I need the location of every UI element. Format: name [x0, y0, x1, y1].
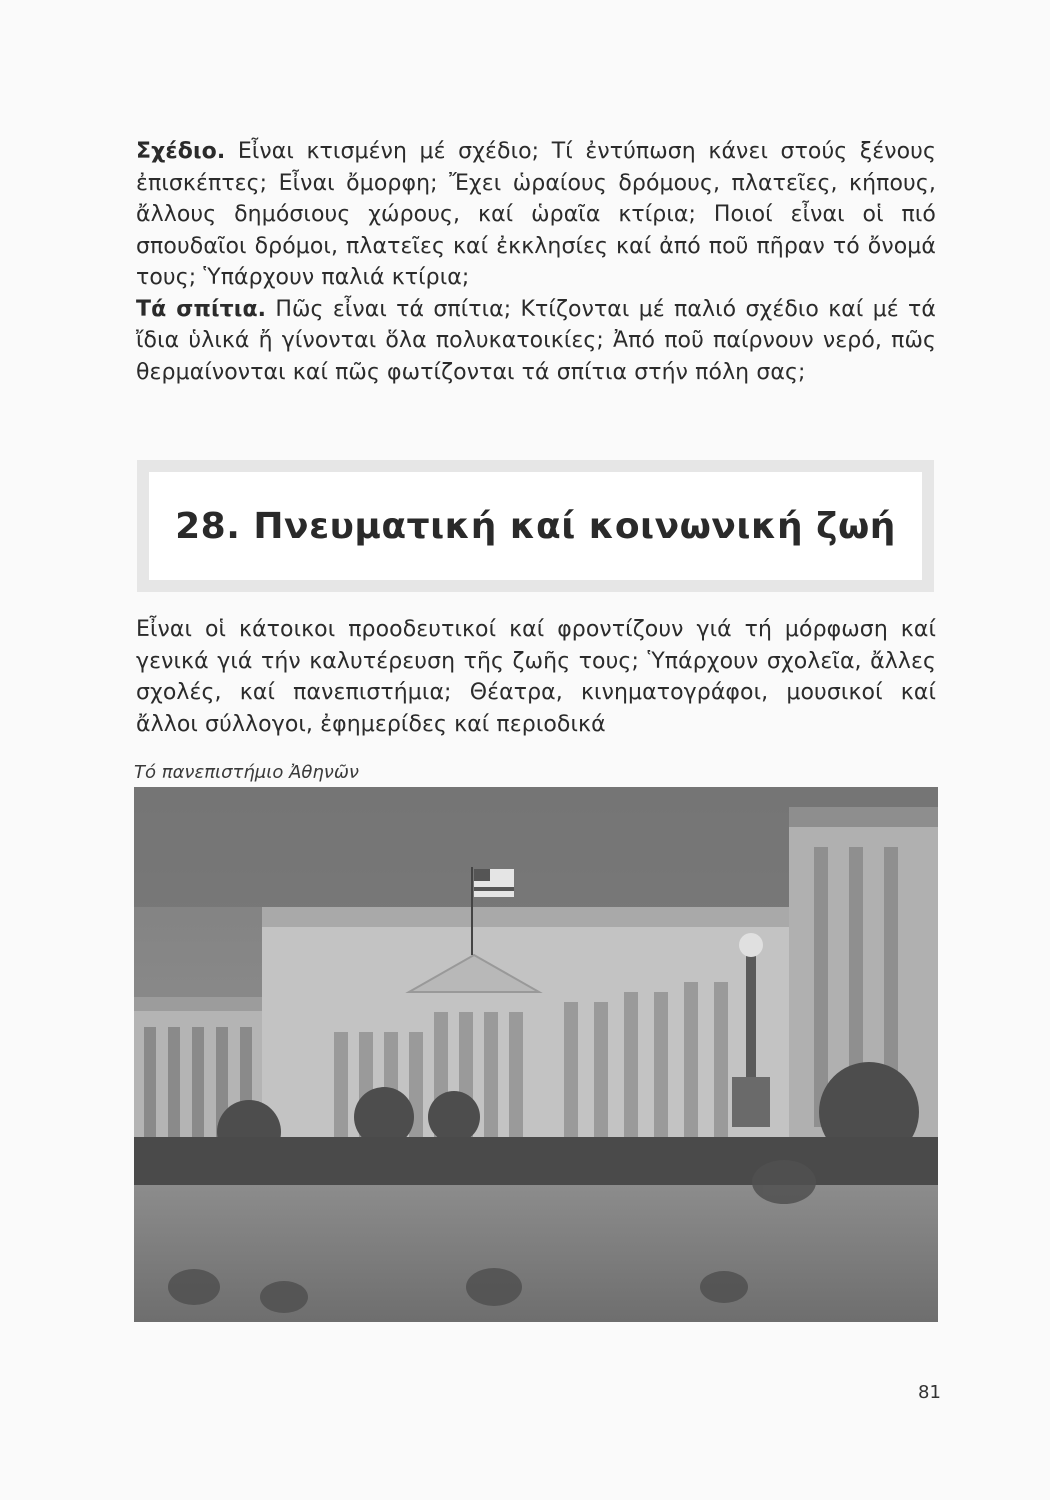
paragraph-lead-spitia: Τά σπίτια. [136, 296, 267, 322]
paragraph-lead-schedio: Σχέδιο. [136, 139, 226, 164]
university-photo-illustration [134, 787, 938, 1322]
paragraph-intellectual-life: Εἶναι οἱ κάτοικοι προοδευτικοί καί φροντίζουν γιά τή μόρφωση καί γενικά γιά τήν καλυτέρευση τῆς ζωῆς τους; Ὑπάρχουν σχολεῖα, ἄλλες σχολές, καί πανεπιστήμια; Θέατρα, κινηματογράφοι, μουσικοί καί ἄλλοι σύλλογοι, ἐφημερίδες καί περιοδικά [136, 617, 936, 737]
figure-caption: Τό πανεπιστήμιο Ἀθηνῶν [134, 762, 359, 783]
paragraph-body-spitia: Πῶς εἶναι τά σπίτια; Κτίζονται μέ παλιό σχέδιο καί μέ τά ἴδια ὑλικά ἤ γίνονται ὅλα πολυκατοικίες; Ἀπό ποῦ παίρνουν νερό, πῶς θερμαίνονται καί πῶς φωτίζονται τά σπίτια στήν πόλη σας; [136, 296, 936, 385]
chapter-heading-inner [149, 472, 922, 580]
top-text-block [136, 136, 936, 388]
paragraph-body-schedio: Εἶναι κτισμένη μέ σχέδιο; Τί ἐντύπωση κάνει στούς ξένους ἐπισκέπτες; Εἶναι ὄμορφη; Ἔχει ὡραίους δρόμους, πλατεῖες, κήπους, ἄλλους δημόσιους χώρους, καί ὡραῖα κτίρια; Ποιοί εἶναι οἱ πιό σπουδαῖοι δρόμοι, πλατεῖες καί ἐκκλησίες καί ἀπό ποῦ πῆραν τό ὄνομά τους; Ὑπάρχουν παλιά κτίρια; [136, 139, 936, 290]
page-number: 81 [918, 1382, 941, 1403]
chapter-title: 28. Πνευματική καί κοινωνική ζωή [175, 505, 896, 547]
university-photo [134, 787, 938, 1322]
chapter-heading-box [137, 460, 934, 592]
paragraph-spitia [136, 294, 936, 389]
paragraph-schedio [136, 136, 936, 294]
bottom-text-block [136, 614, 936, 740]
